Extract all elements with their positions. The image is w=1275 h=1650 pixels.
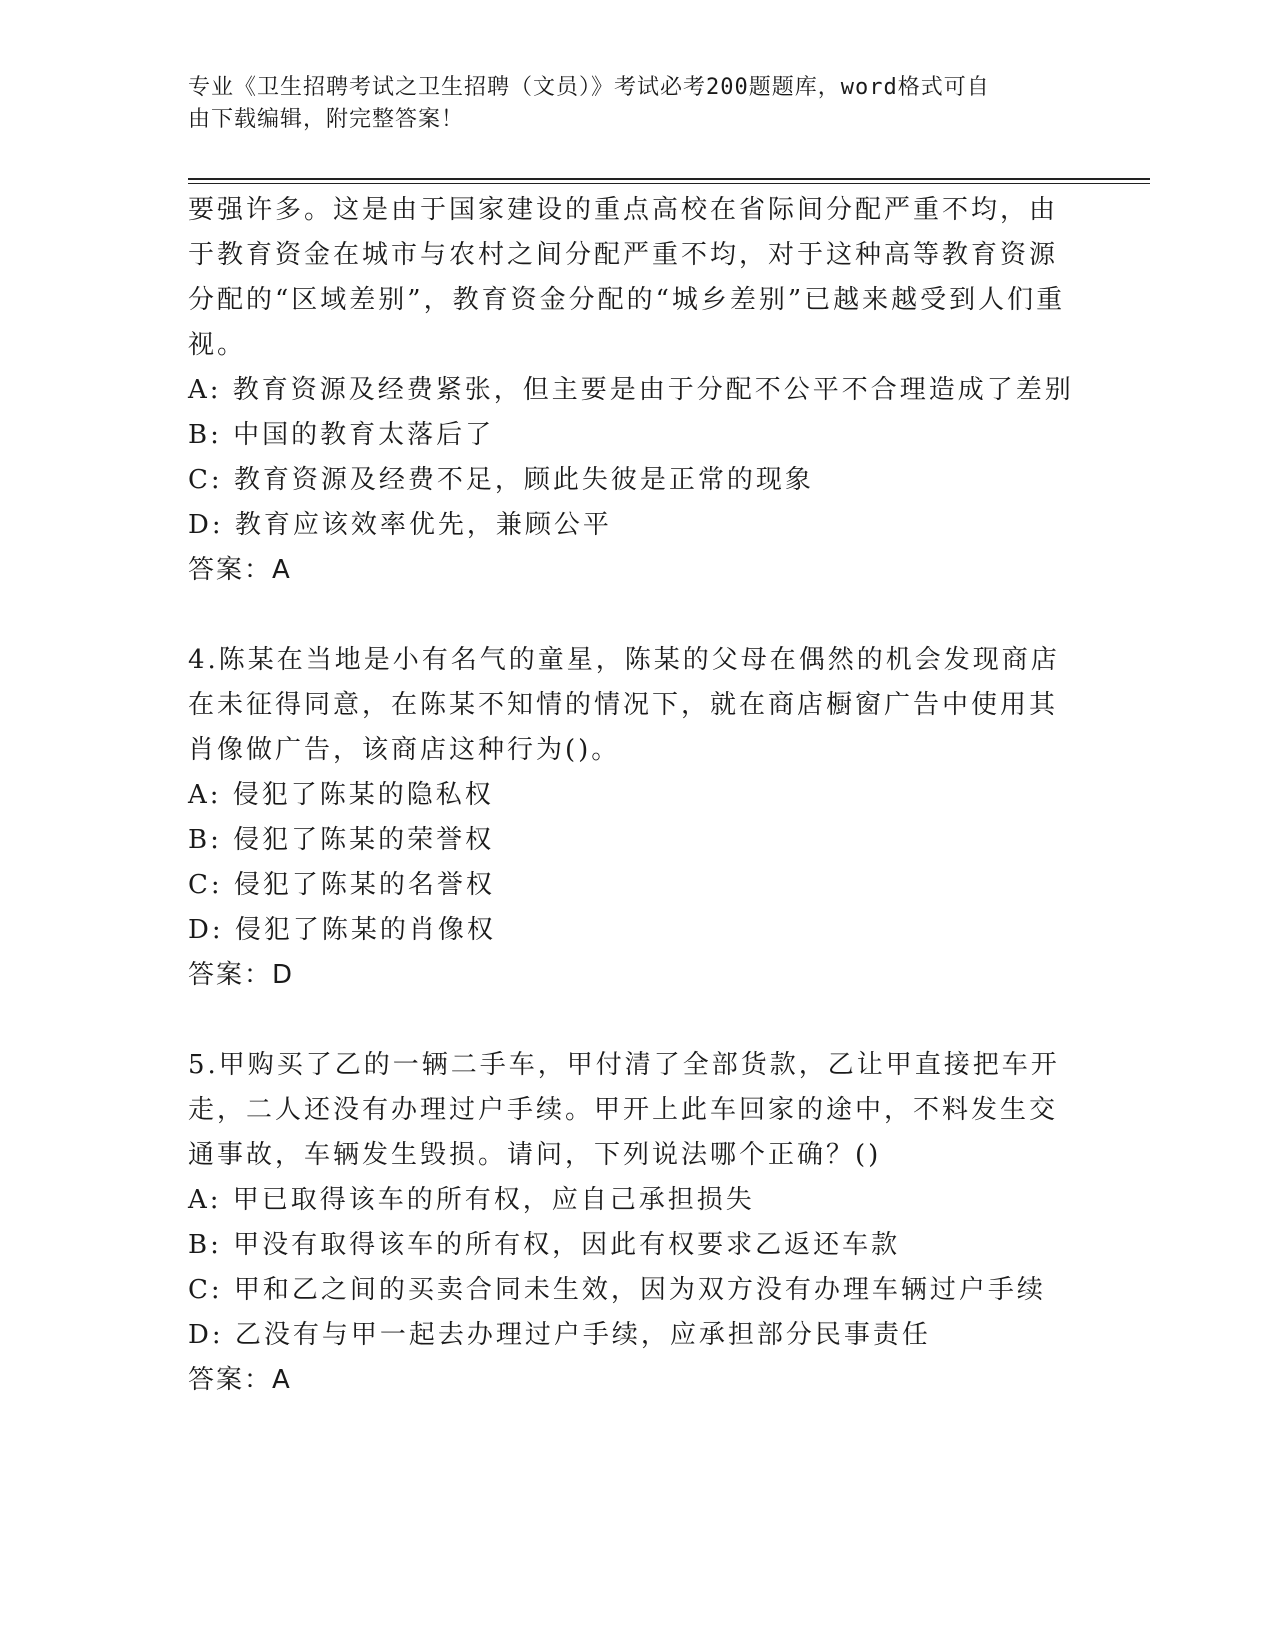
question-spacer	[188, 998, 1088, 1043]
question-spacer	[188, 593, 1088, 638]
question-text: 5.甲购买了乙的一辆二手车，甲付清了全部货款，乙让甲直接把车开走，二人还没有办理过户手续。甲开上此车回家的途中，不料发生交通事故，车辆发生毁损。请问，下列说法哪个正确？()	[188, 1050, 1060, 1170]
header-line-2: 由下载编辑，附完整答案！	[188, 107, 465, 132]
option-c: C: 教育资源及经费不足，顾此失彼是正常的现象	[188, 465, 814, 495]
option-c: C: 甲和乙之间的买卖合同未生效，因为双方没有办理车辆过户手续	[188, 1275, 1046, 1305]
question-list	[188, 188, 1088, 1403]
option-a: A: 甲已取得该车的所有权，应自己承担损失	[188, 1185, 755, 1215]
option-d: D: 教育应该效率优先，兼顾公平	[188, 510, 612, 540]
question-3	[188, 188, 1088, 593]
question-4	[188, 638, 1088, 998]
option-b: B: 侵犯了陈某的荣誉权	[188, 825, 495, 855]
question-text: 要强许多。这是由于国家建设的重点高校在省际间分配严重不均，由于教育资金在城市与农村之间分配严重不均，对于这种高等教育资源分配的“区域差别”，教育资金分配的“城乡差别”已越来越受到人们重视。	[188, 195, 1066, 360]
answer-line: 答案：A	[188, 1365, 292, 1395]
option-a: A: 教育资源及经费紧张，但主要是由于分配不公平不合理造成了差别	[188, 375, 1074, 405]
header-divider-thin	[188, 183, 1150, 184]
question-5	[188, 1043, 1088, 1403]
option-b: B: 甲没有取得该车的所有权，因此有权要求乙返还车款	[188, 1230, 901, 1260]
option-b: B: 中国的教育太落后了	[188, 420, 495, 450]
answer-line: 答案：D	[188, 960, 295, 990]
page-header	[188, 72, 1068, 136]
option-d: D: 乙没有与甲一起去办理过户手续，应承担部分民事责任	[188, 1320, 931, 1350]
header-divider-thick	[188, 178, 1150, 180]
option-d: D: 侵犯了陈某的肖像权	[188, 915, 496, 945]
header-line-1: 专业《卫生招聘考试之卫生招聘（文员）》考试必考200题题库，word格式可自	[188, 75, 990, 100]
option-c: C: 侵犯了陈某的名誉权	[188, 870, 495, 900]
question-text: 4.陈某在当地是小有名气的童星，陈某的父母在偶然的机会发现商店在未征得同意，在陈某不知情的情况下，就在商店橱窗广告中使用其肖像做广告，该商店这种行为()。	[188, 645, 1060, 765]
option-a: A: 侵犯了陈某的隐私权	[188, 780, 494, 810]
answer-line: 答案：A	[188, 555, 292, 585]
